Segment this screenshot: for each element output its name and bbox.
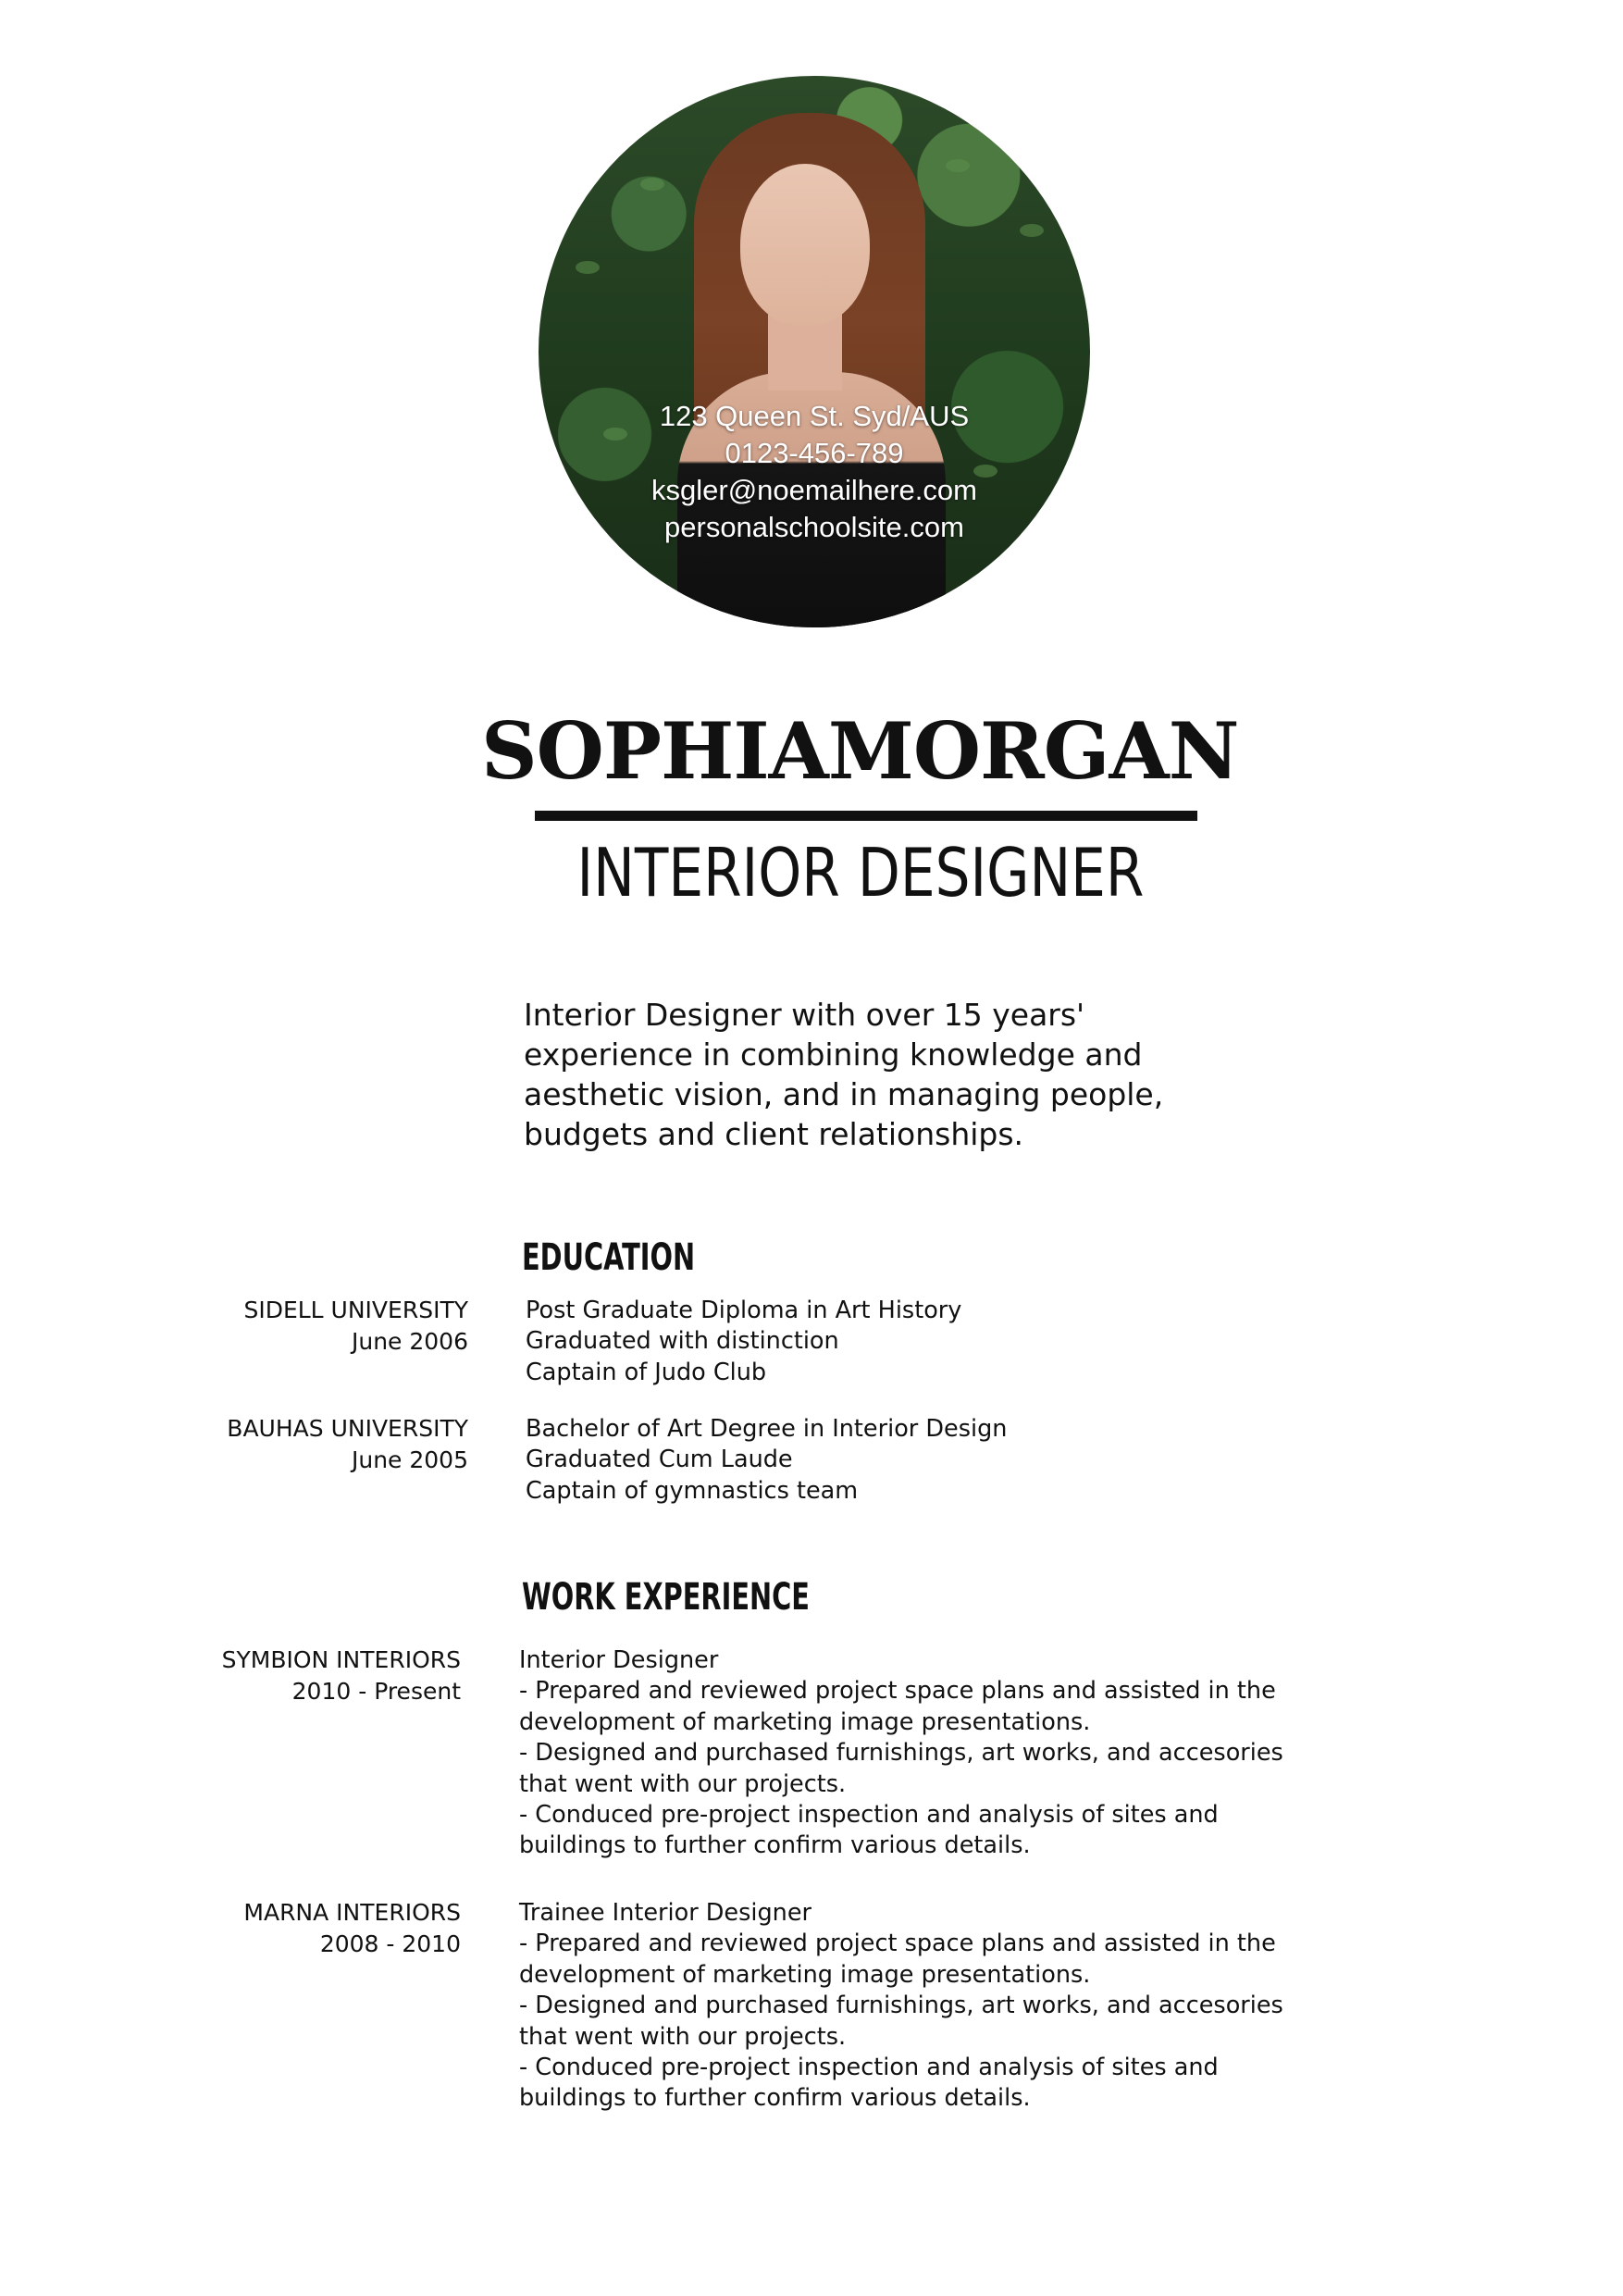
summary-line: budgets and client relationships. <box>524 1116 1024 1152</box>
work-detail-line: buildings to further confirm various details. <box>519 2084 1031 2113</box>
leaf-decoration <box>640 178 664 191</box>
education-heading: EDUCATION <box>522 1236 696 1279</box>
person-name: SOPHIAMORGAN <box>481 705 1239 797</box>
work-detail-line: - Prepared and reviewed project space plans and assisted in the <box>519 1930 1276 1958</box>
name-divider <box>535 811 1197 821</box>
work-detail-line: development of marketing image presentations. <box>519 1960 1091 1989</box>
company-name: MARNA INTERIORS <box>243 1899 461 1926</box>
leaf-decoration <box>946 159 970 172</box>
education-date: June 2006 <box>351 1328 468 1355</box>
work-role: Interior Designer <box>519 1646 719 1674</box>
contact-phone: 0123-456-789 <box>725 437 904 469</box>
education-detail-line: Graduated with distinction <box>526 1327 839 1356</box>
summary-line: Interior Designer with over 15 years' <box>524 997 1085 1033</box>
education-detail-line: Bachelor of Art Degree in Interior Design <box>526 1415 1008 1443</box>
contact-address: 123 Queen St. Syd/AUS <box>659 400 970 432</box>
job-title: INTERIOR DESIGNER <box>576 834 1145 912</box>
education-entry-meta <box>135 1295 468 1358</box>
contact-info <box>539 398 1090 546</box>
work-date: 2008 - 2010 <box>319 1930 461 1957</box>
work-entry-details <box>519 1898 1333 2115</box>
education-detail-line: Captain of Judo Club <box>526 1358 767 1386</box>
education-detail-line: Captain of gymnastics team <box>526 1476 859 1505</box>
work-detail-line: - Prepared and reviewed project space plans and assisted in the <box>519 1677 1276 1706</box>
work-role: Trainee Interior Designer <box>519 1899 812 1927</box>
work-detail-line: - Designed and purchased furnishings, art works, and accesories <box>519 1992 1283 2020</box>
leaf-decoration <box>1020 224 1044 237</box>
work-detail-line: that went with our projects. <box>519 1769 847 1798</box>
profile-summary <box>524 995 1227 1154</box>
work-detail-line: - Conduced pre-project inspection and analysis of sites and <box>519 1801 1219 1830</box>
work-date: 2010 - Present <box>291 1678 461 1705</box>
contact-website: personalschoolsite.com <box>664 511 964 543</box>
work-detail-line: development of marketing image presentations. <box>519 1707 1091 1736</box>
education-entry-details <box>526 1414 1340 1507</box>
education-entry-meta <box>135 1413 468 1476</box>
education-date: June 2005 <box>351 1446 468 1473</box>
contact-email: ksgler@noemailhere.com <box>651 474 977 506</box>
work-entry-meta <box>128 1897 461 1960</box>
leaf-decoration <box>576 261 600 274</box>
summary-line: experience in combining knowledge and <box>524 1036 1143 1073</box>
portrait-face <box>740 164 870 326</box>
work-detail-line: - Conduced pre-project inspection and analysis of sites and <box>519 2054 1219 2082</box>
institution-name: SIDELL UNIVERSITY <box>243 1297 468 1323</box>
work-entry-details <box>519 1645 1333 1862</box>
summary-line: aesthetic vision, and in managing people, <box>524 1076 1164 1112</box>
institution-name: BAUHAS UNIVERSITY <box>227 1415 468 1442</box>
work-detail-line: buildings to further confirm various details. <box>519 1831 1031 1860</box>
company-name: SYMBION INTERIORS <box>221 1646 461 1673</box>
profile-photo <box>539 76 1090 627</box>
work-experience-heading: WORK EXPERIENCE <box>522 1576 810 1619</box>
education-detail-line: Post Graduate Diploma in Art History <box>526 1297 962 1324</box>
work-detail-line: - Designed and purchased furnishings, art works, and accesories <box>519 1739 1283 1768</box>
education-detail-line: Graduated Cum Laude <box>526 1446 793 1474</box>
work-detail-line: that went with our projects. <box>519 2022 847 2051</box>
education-entry-details <box>526 1296 1340 1388</box>
work-entry-meta <box>128 1644 461 1707</box>
